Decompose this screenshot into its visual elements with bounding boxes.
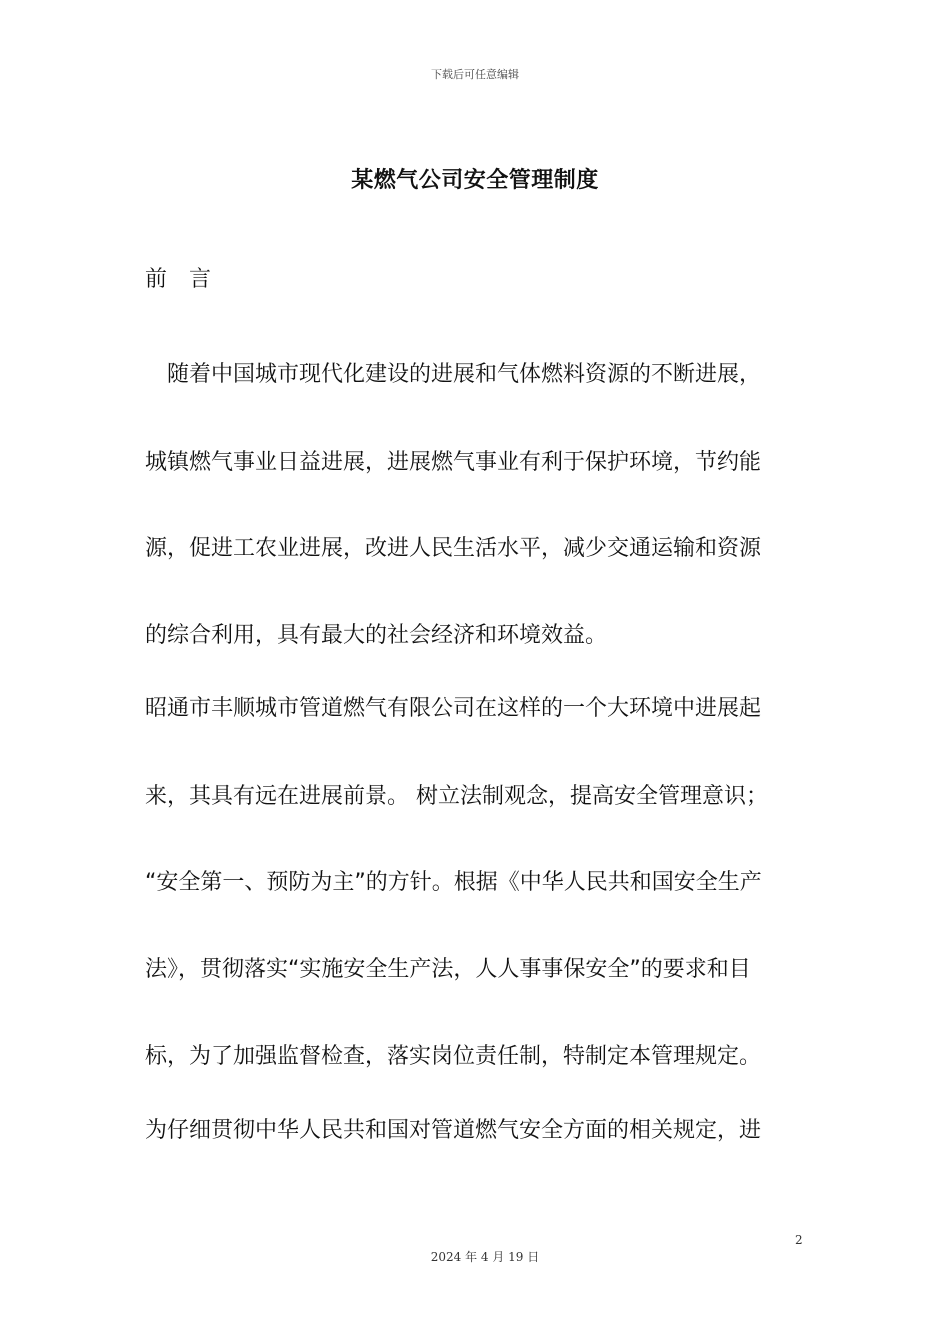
- paragraph-line-5: 昭通市丰顺城市管道燃气有限公司在这样的一个大环境中进展起: [145, 696, 762, 721]
- section-heading-preface: 前 言: [145, 267, 212, 292]
- paragraph-line-7: “安全第一、预防为主”的方针。根据《中华人民共和国安全生产: [145, 870, 762, 895]
- paragraph-line-10: 为仔细贯彻中华人民共和国对管道燃气安全方面的相关规定，进: [145, 1118, 762, 1143]
- header-note: 下载后可任意编辑: [431, 68, 519, 81]
- paragraph-line-8: 法》，贯彻落实“实施安全生产法，人人事事保安全”的要求和目: [145, 957, 751, 982]
- document-title: 某燃气公司安全管理制度: [351, 168, 599, 193]
- paragraph-line-3: 源，促进工农业进展，改进人民生活水平，减少交通运输和资源: [145, 536, 762, 561]
- footer-date: 2024 年 4 月 19 日: [430, 1250, 540, 1264]
- paragraph-line-4: 的综合利用，具有最大的社会经济和环境效益。: [145, 623, 608, 648]
- page-number: 2: [795, 1233, 803, 1247]
- paragraph-line-2: 城镇燃气事业日益进展，进展燃气事业有利于保护环境，节约能: [145, 450, 762, 475]
- paragraph-line-6: 来，其具有远在进展前景。 树立法制观念，提高安全管理意识；: [145, 784, 768, 809]
- paragraph-line-1: 随着中国城市现代化建设的进展和气体燃料资源的不断进展，: [145, 362, 762, 387]
- paragraph-line-9: 标，为了加强监督检查，落实岗位责任制，特制定本管理规定。: [145, 1044, 762, 1069]
